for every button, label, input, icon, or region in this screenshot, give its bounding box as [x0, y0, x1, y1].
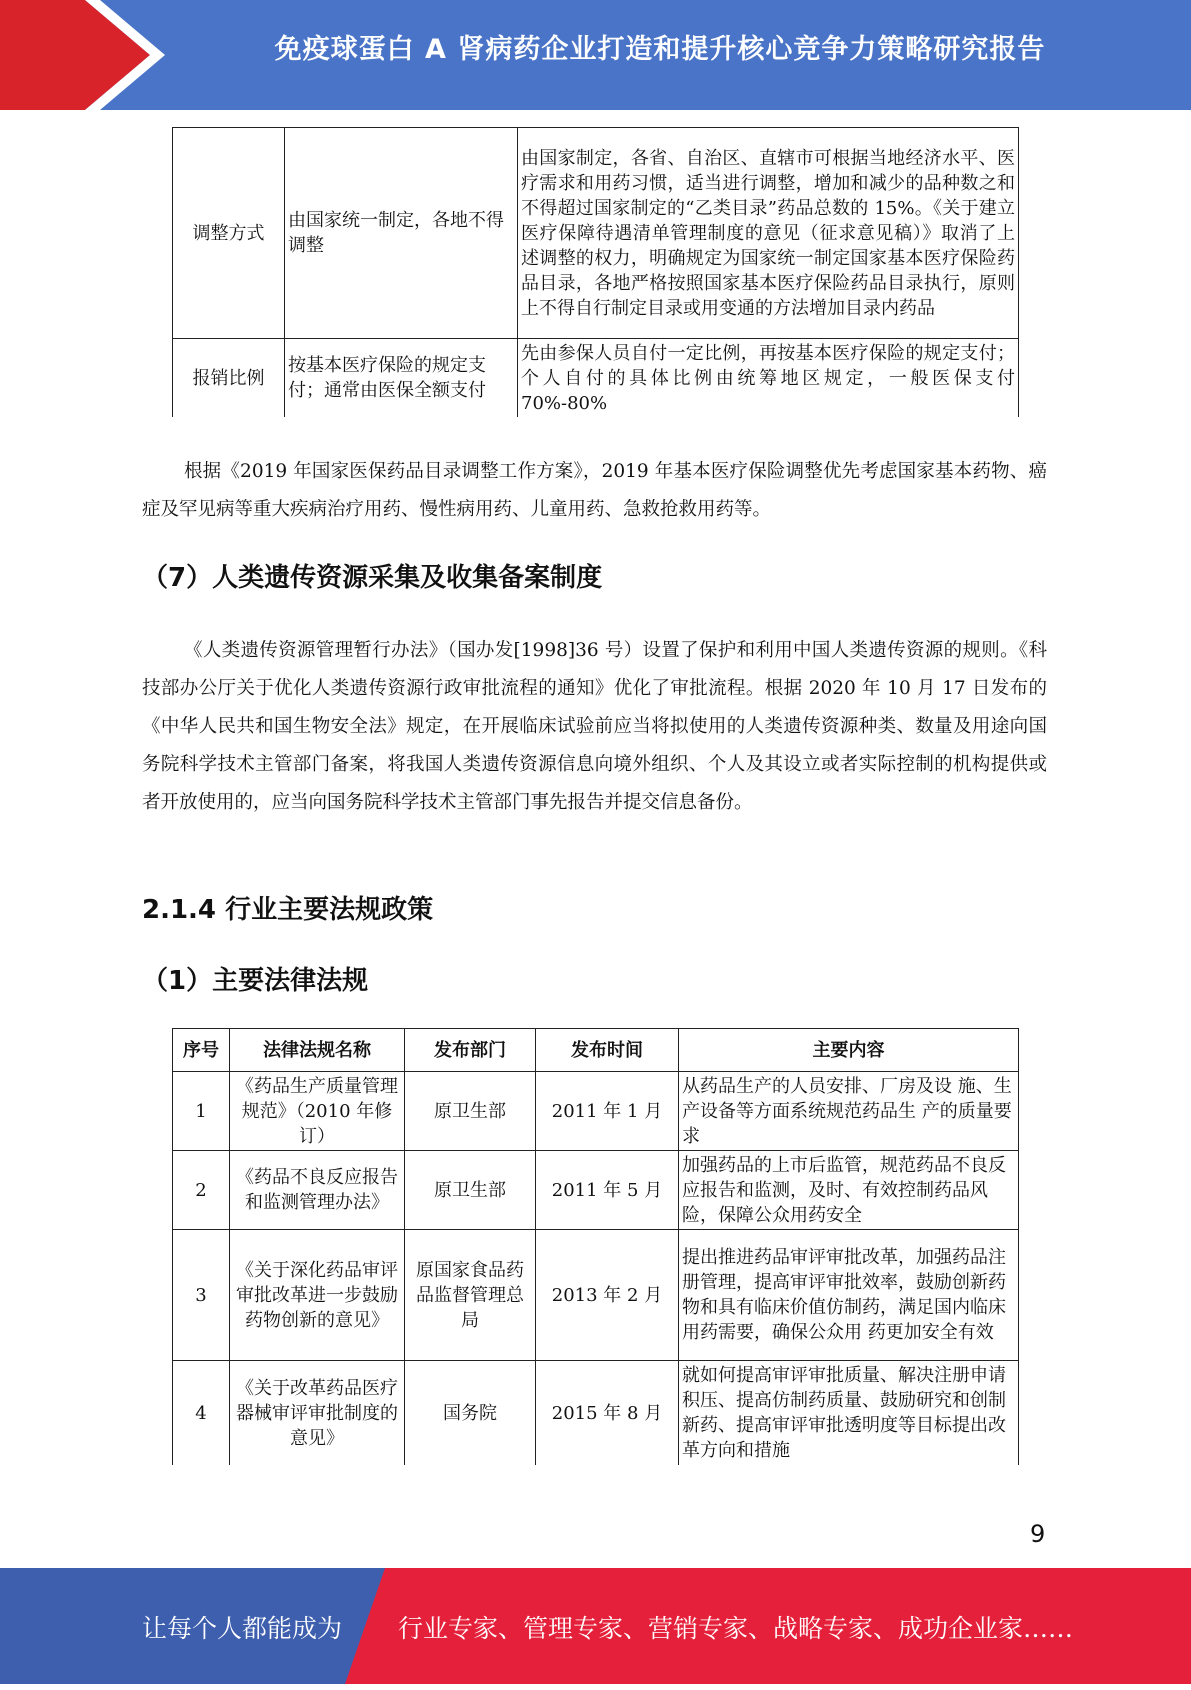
insurance-comparison-table	[172, 127, 1019, 417]
publish-date: 2013 年 2 月	[536, 1230, 679, 1361]
paragraph: 《人类遗传资源管理暂行办法》（国办发[1998]36 号）设置了保护和利用中国人类遗传资源的规则。《科技部办公厅关于优化人类遗传资源行政审批流程的通知》优化了审批流程。根据 2020 年 10 月 17 日发布的《中华人民共和国生物安全法》规定，在开展临床试验前应当将拟使用的人类遗传资源种类、数量及用途向国务院科学技术主管部门备案，将我国人类遗传资源信息向境外组织、个人及其设立或者实际控制的机构提供或者开放使用的，应当向国务院科学技术主管部门事先报告并提交信息备份。	[142, 640, 1047, 813]
department: 国务院	[405, 1361, 536, 1466]
row-number: 2	[173, 1151, 230, 1230]
law-name: 《关于改革药品医疗器械审评审批制度的意见》	[230, 1361, 405, 1466]
page-header	[0, 0, 1191, 110]
main-content: 就如何提高审评审批质量、解决注册申请积压、提高仿制药质量、鼓励研究和创制新药、提高审评审批透明度等目标提出改革方向和措施	[679, 1361, 1019, 1466]
table-cell: 由国家统一制定，各地不得调整	[285, 128, 518, 339]
table-cell: 先由参保人员自付一定比例，再按基本医疗保险的规定支付；个人自付的具体比例由统筹地区规定，一般医保支付 70%-80%	[518, 339, 1019, 418]
section-heading: 2.1.4 行业主要法规政策	[142, 895, 434, 925]
publish-date: 2015 年 8 月	[536, 1361, 679, 1466]
table-row	[173, 1361, 1019, 1466]
table-cell: 由国家制定，各省、自治区、直辖市可根据当地经济水平、医疗需求和用药习惯，适当进行调整，增加和减少的品种数之和不得超过国家制定的“乙类目录”药品总数的 15%。《关于建立医疗保障待遇清单管理制度的意见（征求意见稿）》取消了上述调整的权力，明确规定为国家统一制定国家基本医疗保险药品目录，各地严格按照国家基本医疗保险药品目录执行，原则上不得自行制定目录或用变通的方法增加目录内药品	[518, 128, 1019, 339]
report-title: 免疫球蛋白 A 肾病药企业打造和提升核心竞争力策略研究报告	[274, 34, 1046, 65]
table-row	[173, 1072, 1019, 1151]
law-name: 《药品不良反应报告和监测管理办法》	[230, 1151, 405, 1230]
column-header: 主要内容	[679, 1029, 1019, 1072]
table-header-row	[173, 1029, 1019, 1072]
main-content: 加强药品的上市后监管，规范药品不良反应报告和监测，及时、有效控制药品风险，保障公众用药安全	[679, 1151, 1019, 1230]
table-row	[173, 1230, 1019, 1361]
department: 原卫生部	[405, 1151, 536, 1230]
publish-date: 2011 年 5 月	[536, 1151, 679, 1230]
department: 原卫生部	[405, 1072, 536, 1151]
row-number: 1	[173, 1072, 230, 1151]
footer-slogan-right: 行业专家、管理专家、营销专家、战略专家、成功企业家……	[398, 1614, 1074, 1643]
row-label: 报销比例	[173, 339, 285, 418]
column-header: 发布时间	[536, 1029, 679, 1072]
subsection-heading: （1）主要法律法规	[142, 966, 369, 996]
column-header: 序号	[173, 1029, 230, 1072]
main-content: 从药品生产的人员安排、厂房及设 施、生产设备等方面系统规范药品生 产的质量要求	[679, 1072, 1019, 1151]
publish-date: 2011 年 1 月	[536, 1072, 679, 1151]
law-name: 《药品生产质量管理规范》（2010 年修订）	[230, 1072, 405, 1151]
header-arrow-decoration	[0, 0, 180, 110]
section-heading: （7）人类遗传资源采集及收集备案制度	[142, 563, 603, 593]
table-row	[173, 1151, 1019, 1230]
row-number: 3	[173, 1230, 230, 1361]
table-row	[173, 128, 1019, 339]
laws-regulations-table	[172, 1028, 1019, 1465]
table-cell: 按基本医疗保险的规定支付；通常由医保全额支付	[285, 339, 518, 418]
row-label: 调整方式	[173, 128, 285, 339]
paragraph: 根据《2019 年国家医保药品目录调整工作方案》，2019 年基本医疗保险调整优先考虑国家基本药物、癌症及罕见病等重大疾病治疗用药、慢性病用药、儿童用药、急救抢救用药等。	[142, 461, 1047, 520]
department: 原国家食品药品监督管理总局	[405, 1230, 536, 1361]
column-header: 发布部门	[405, 1029, 536, 1072]
row-number: 4	[173, 1361, 230, 1466]
footer-slogan-left: 让每个人都能成为	[142, 1614, 343, 1643]
table-row	[173, 339, 1019, 418]
main-content: 提出推进药品审评审批改革，加强药品注册管理，提高审评审批效率，鼓励创新药物和具有临床价值仿制药，满足国内临床用药需要，确保公众用 药更加安全有效	[679, 1230, 1019, 1361]
page-number: 9	[1030, 1520, 1046, 1548]
page-footer	[0, 1568, 1191, 1684]
column-header: 法律法规名称	[230, 1029, 405, 1072]
law-name: 《关于深化药品审评审批改革进一步鼓励药物创新的意见》	[230, 1230, 405, 1361]
